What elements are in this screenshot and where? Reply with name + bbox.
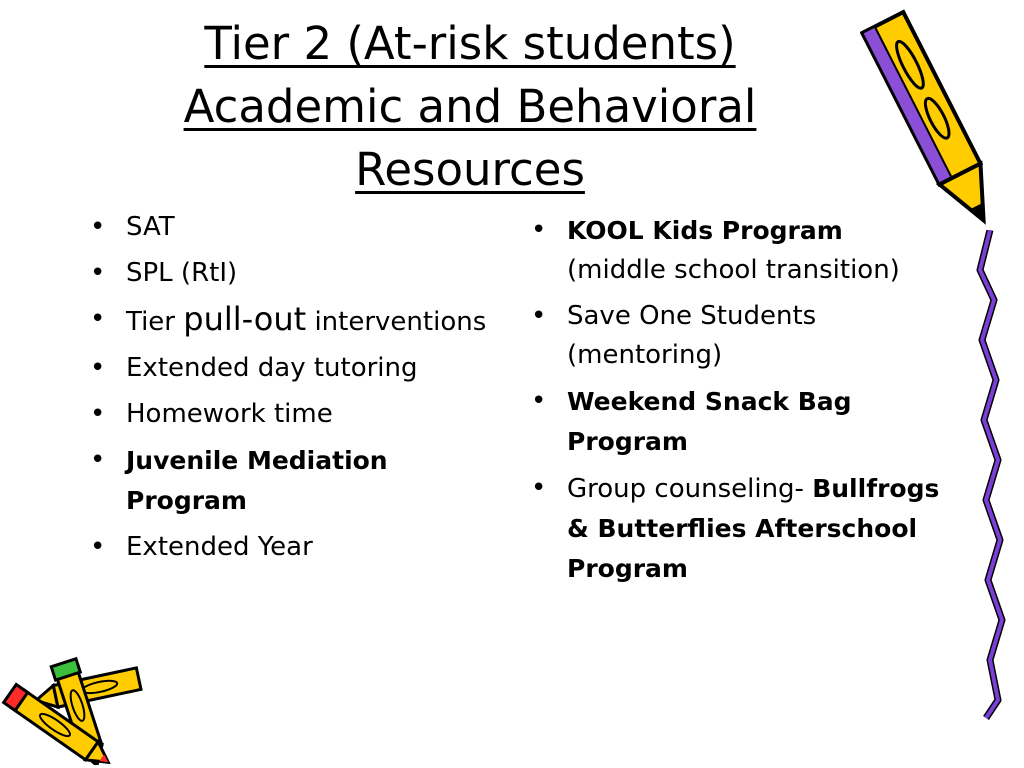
title-line-3: Resources — [355, 143, 585, 196]
decorative-border — [960, 230, 1020, 720]
left-bullet-list — [86, 208, 496, 574]
list-item: • SAT — [86, 208, 496, 247]
title-line-2: Academic and Behavioral — [183, 80, 757, 133]
pencil-icon — [860, 0, 1010, 250]
pencil-cluster-icon — [0, 650, 160, 765]
right-bullet-list — [527, 211, 947, 596]
title-line-1: Tier 2 (At-risk students) — [204, 17, 736, 70]
list-item: • Save One Students (mentoring) — [527, 297, 947, 375]
list-item: • Group counseling- Bullfrogs & Butterflies Afterschool Program — [527, 469, 947, 589]
list-item: • KOOL Kids Program (middle school transition) — [527, 211, 947, 290]
list-item: • Extended day tutoring — [86, 349, 496, 388]
list-item: • Homework time — [86, 395, 496, 434]
list-item: • Juvenile Mediation Program — [86, 441, 496, 521]
emphasis-text: pull-out — [183, 300, 307, 338]
slide-title — [90, 12, 850, 201]
list-item: • SPL (RtI) — [86, 254, 496, 293]
list-item: • Weekend Snack Bag Program — [527, 382, 947, 462]
list-item: • Extended Year — [86, 528, 496, 567]
list-item: • Tier pull-out interventions — [86, 300, 496, 342]
